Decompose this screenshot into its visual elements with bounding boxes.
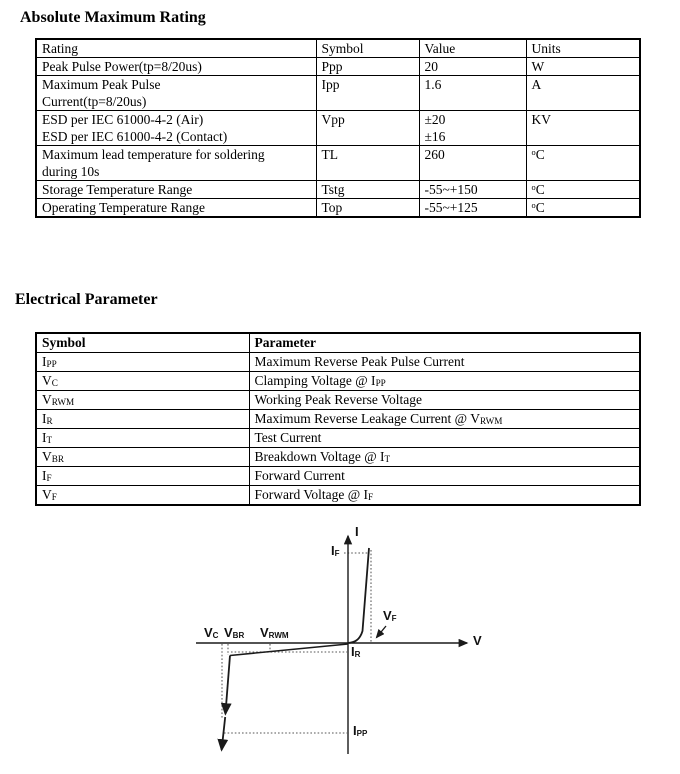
- table-cell: $^o$C: [526, 181, 640, 199]
- column-header: Symbol: [36, 333, 249, 353]
- vc-label: $V_C$: [204, 625, 219, 640]
- table-cell: Ppp: [316, 58, 419, 76]
- table-cell: Vpp: [316, 111, 419, 146]
- table-row: [36, 467, 640, 486]
- vbr-label: $V_{BR}$: [224, 625, 245, 640]
- column-header: Value: [419, 39, 526, 58]
- table-cell: Maximum Reverse Peak Pulse Current: [249, 353, 640, 372]
- table-cell: $^o$C: [526, 199, 640, 218]
- current-axis-label: I: [355, 524, 359, 539]
- table-cell: Test Current: [249, 429, 640, 448]
- table-row: [36, 181, 640, 199]
- ir-label: $I_R$: [351, 644, 361, 659]
- table-cell: Peak Pulse Power(tp=8/20us): [36, 58, 316, 76]
- table-row: [36, 410, 640, 429]
- absolute-maximum-rating-table: [35, 38, 641, 218]
- table-cell: Tstg: [316, 181, 419, 199]
- table-row: [36, 146, 640, 181]
- table-row: [36, 199, 640, 218]
- column-header: Symbol: [316, 39, 419, 58]
- table-cell: $V_{BR}$: [36, 448, 249, 467]
- header-row: [36, 39, 640, 58]
- table-row: [36, 58, 640, 76]
- table-cell: TL: [316, 146, 419, 181]
- table-cell: -55~+150: [419, 181, 526, 199]
- forward-conduction-curve: [348, 548, 369, 643]
- reverse-leakage-line: [230, 644, 348, 656]
- table-cell: $I_F$: [36, 467, 249, 486]
- table-cell: $I_{PP}$: [36, 353, 249, 372]
- vf-pointer-arrow: [377, 626, 387, 638]
- table-cell: $V_C$: [36, 372, 249, 391]
- table-row: [36, 448, 640, 467]
- column-header: Rating: [36, 39, 316, 58]
- table-cell: 20: [419, 58, 526, 76]
- electrical-parameter-table: [35, 332, 641, 506]
- table-cell: Operating Temperature Range: [36, 199, 316, 218]
- table-row: [36, 391, 640, 410]
- table-cell: Top: [316, 199, 419, 218]
- ipp-label: $I_{PP}$: [353, 723, 368, 738]
- section-title-electrical-parameter: Electrical Parameter: [15, 291, 158, 308]
- table-cell: Forward Current: [249, 467, 640, 486]
- table-cell: ±20 ±16: [419, 111, 526, 146]
- table-cell: $^o$C: [526, 146, 640, 181]
- table-row: [36, 353, 640, 372]
- table-cell: Storage Temperature Range: [36, 181, 316, 199]
- voltage-axis-label: V: [473, 633, 482, 648]
- vf-label: $V_F$: [383, 608, 397, 623]
- table-cell: W: [526, 58, 640, 76]
- table-cell: $I_T$: [36, 429, 249, 448]
- column-header: Units: [526, 39, 640, 58]
- table-cell: Clamping Voltage @ $I_{PP}$: [249, 372, 640, 391]
- table-cell: Maximum Peak Pulse Current(tp=8/20us): [36, 76, 316, 111]
- table-cell: Breakdown Voltage @ $I_T$: [249, 448, 640, 467]
- vrwm-label: $V_{RWM}$: [260, 625, 289, 640]
- iv-characteristic-diagram: [190, 518, 500, 770]
- table-cell: Maximum lead temperature for soldering during 10s: [36, 146, 316, 181]
- table-cell: Forward Voltage @ $I_F$: [249, 486, 640, 506]
- table-row: [36, 429, 640, 448]
- iv-curve-plot: [190, 518, 500, 770]
- column-header: Parameter: [249, 333, 640, 353]
- table-cell: $I_R$: [36, 410, 249, 429]
- table-cell: $V_{RWM}$: [36, 391, 249, 410]
- table-cell: Working Peak Reverse Voltage: [249, 391, 640, 410]
- table-row: [36, 372, 640, 391]
- table-cell: $V_F$: [36, 486, 249, 506]
- table-cell: -55~+125: [419, 199, 526, 218]
- table-cell: Maximum Reverse Leakage Current @ $V_{RWM}$: [249, 410, 640, 429]
- table-row: [36, 111, 640, 146]
- table-cell: Ipp: [316, 76, 419, 111]
- table-row: [36, 486, 640, 506]
- table-cell: 1.6: [419, 76, 526, 111]
- table-row: [36, 76, 640, 111]
- table-cell: 260: [419, 146, 526, 181]
- if-label: $I_F$: [331, 543, 340, 558]
- table-cell: ESD per IEC 61000-4-2 (Air) ESD per IEC 61000-4-2 (Contact): [36, 111, 316, 146]
- table-cell: A: [526, 76, 640, 111]
- section-title-absolute-maximum-rating: Absolute Maximum Rating: [20, 9, 206, 26]
- table-cell: KV: [526, 111, 640, 146]
- breakdown-line-upper: [225, 656, 230, 715]
- header-row: [36, 333, 640, 353]
